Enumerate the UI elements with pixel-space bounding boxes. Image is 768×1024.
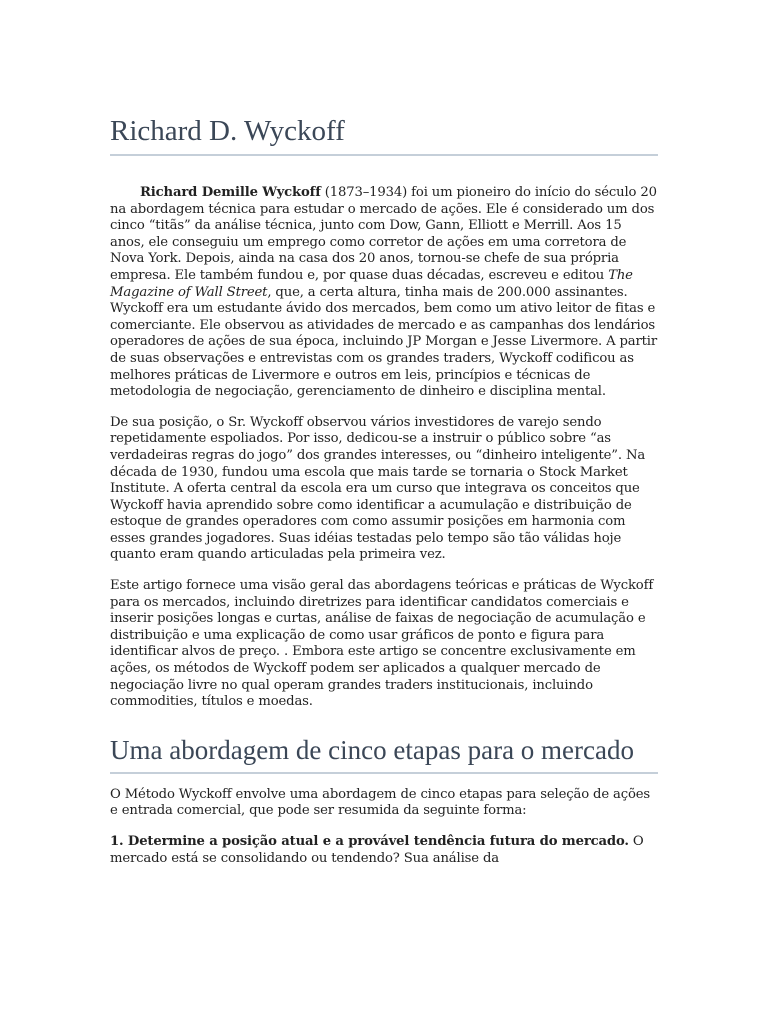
document-page bbox=[110, 112, 658, 867]
name-bold: Richard Demille Wyckoff bbox=[140, 185, 321, 200]
step-1-bold: 1. Determine a posição atual e a provável tendência futura do mercado. bbox=[110, 834, 629, 849]
paragraph-overview: Este artigo fornece uma visão geral das abordagens teóricas e práticas de Wyckoff para os mercados, incluindo diretrizes para identificar candidatos comerciais e inserir posições longas e curtas, análise de faixas de negociação de acumulação e distribuição e uma explicação de como usar gráficos de ponto e figura para identificar alvos de preço. . Embora este artigo se concentre exclusivamente em ações, os métodos de Wyckoff podem ser aplicados a qualquer mercado de negociação livre no qual operam grandes traders institucionais, incluindo commodities, títulos e moedas. bbox=[110, 578, 654, 710]
heading-five-step-approach: Uma abordagem de cinco etapas para o mercado bbox=[110, 733, 658, 774]
paragraph-school: De sua posição, o Sr. Wyckoff observou vários investidores de varejo sendo repetidamente espoliados. Por isso, dedicou-se a instruir o público sobre “as verdadeiras regras do jogo” dos grandes interesses, ou “dinheiro inteligente”. Na década de 1930, fundou uma escola que mais tarde se tornaria o Stock Market Institute. A oferta central da escola era um curso que integrava os conceitos que Wyckoff havia aprendido sobre como identificar a acumulação e distribuição de estoque de grandes operadores com como assumir posições em harmonia com esses grandes jogadores. Suas idéias testadas pelo tempo são tão válidas hoje quanto eram quando articuladas pela primeira vez. bbox=[110, 414, 646, 563]
paragraph-method-intro: O Método Wyckoff envolve uma abordagem de cinco etapas para seleção de ações e entrada comercial, que pode ser resumida da seguinte forma: bbox=[110, 786, 651, 819]
step-1-text: O mercado está se consolidando ou tendendo? Sua análise da bbox=[110, 834, 644, 866]
paragraph-biography bbox=[110, 185, 658, 401]
paragraph-step-1 bbox=[110, 834, 658, 867]
heading-richard-d-wyckoff: Richard D. Wyckoff bbox=[110, 112, 658, 156]
biography-text-b: , que, a certa altura, tinha mais de 200.000 assinantes. Wyckoff era um estudante ávido dos mercados, bem como um ativo leitor de fitas e comerciante. Ele observou as atividades de mercado e as campanhas dos lendários operadores de ações de sua época, incluindo JP Morgan e Jesse Livermore. A partir de suas observações e entrevistas com os grandes traders, Wyckoff codificou as melhores práticas de Livermore e outros em leis, princípios e técnicas de metodologia de negociação, gerenciamento de dinheiro e disciplina mental. bbox=[110, 284, 658, 400]
magazine-title-italic: The Magazine of Wall Street bbox=[110, 267, 633, 300]
biography-text-a: (1873–1934) foi um pioneiro do início do século 20 na abordagem técnica para estudar o mercado de ações. Ele é considerado um dos cinco “titãs” da análise técnica, junto com Dow, Gann, Elliott e Merrill. Aos 15 anos, ele conseguiu um emprego como corretor de ações em uma corretora de Nova York. Depois, ainda na casa dos 20 anos, tornou-se chefe de sua própria empresa. Ele também fundou e, por quase duas décadas, escreveu e editou bbox=[110, 185, 657, 283]
